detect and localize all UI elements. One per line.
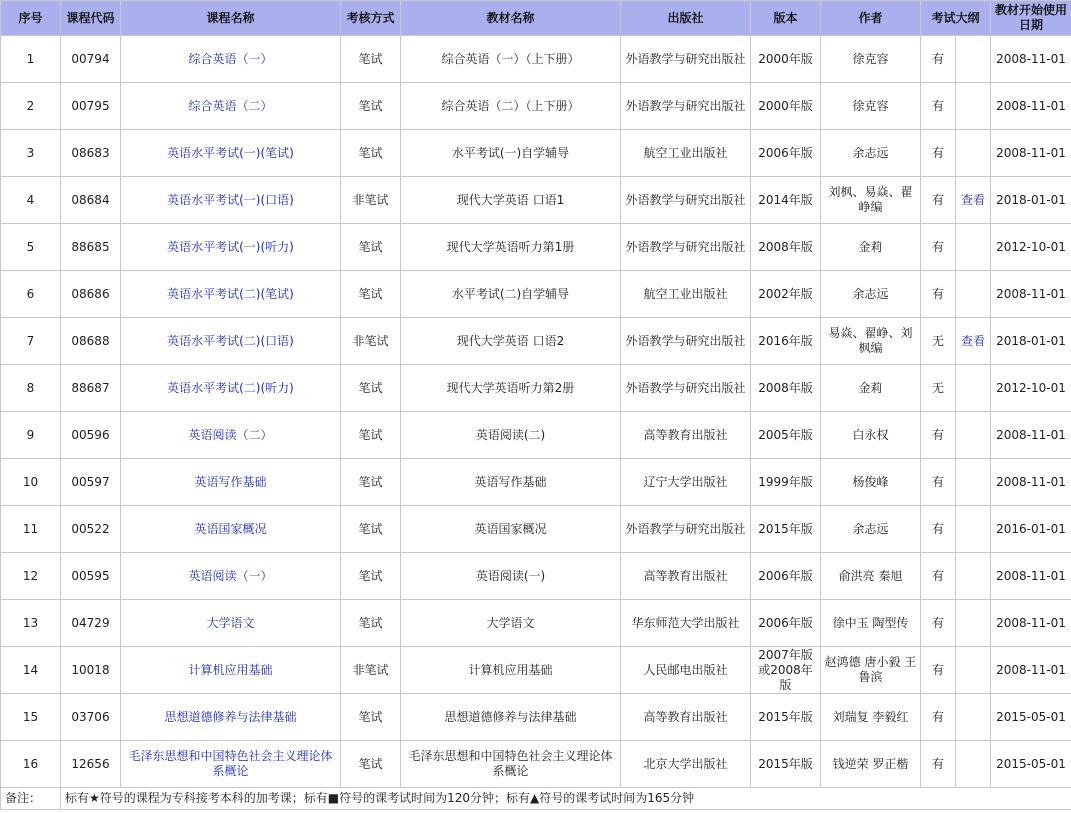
exam-type-cell: 非笔试 bbox=[341, 318, 401, 365]
header-author: 作者 bbox=[821, 1, 921, 36]
table-body bbox=[1, 36, 1071, 788]
course-name-link[interactable]: 综合英语（二） bbox=[188, 98, 273, 113]
row-number-cell: 9 bbox=[1, 412, 61, 459]
publisher-cell: 人民邮电出版社 bbox=[621, 647, 751, 694]
author-cell: 徐中玉 陶型传 bbox=[821, 600, 921, 647]
exam-type-cell: 笔试 bbox=[341, 365, 401, 412]
view-outline-link[interactable]: 查看 bbox=[961, 333, 986, 348]
publisher-cell: 外语教学与研究出版社 bbox=[621, 506, 751, 553]
start-date-cell: 2012-10-01 bbox=[991, 224, 1071, 271]
exam-type-cell: 笔试 bbox=[341, 224, 401, 271]
course-name-link-cell bbox=[121, 318, 341, 365]
textbook-name-cell: 英语写作基础 bbox=[401, 459, 621, 506]
view-outline-link-cell bbox=[956, 741, 991, 788]
outline-status-cell: 有 bbox=[921, 36, 956, 83]
publisher-cell: 高等教育出版社 bbox=[621, 553, 751, 600]
row-number-cell: 8 bbox=[1, 365, 61, 412]
exam-type-cell: 笔试 bbox=[341, 459, 401, 506]
course-name-link[interactable]: 毛泽东思想和中国特色社会主义理论体系概论 bbox=[128, 749, 333, 778]
course-code-cell: 88687 bbox=[61, 365, 121, 412]
header-outline: 考试大纲 bbox=[921, 1, 991, 36]
publisher-cell: 航空工业出版社 bbox=[621, 130, 751, 177]
start-date-cell: 2008-11-01 bbox=[991, 459, 1071, 506]
table-row bbox=[1, 694, 1071, 741]
view-outline-link-cell bbox=[956, 553, 991, 600]
edition-cell: 2000年版 bbox=[751, 83, 821, 130]
table-row bbox=[1, 459, 1071, 506]
exam-type-cell: 笔试 bbox=[341, 83, 401, 130]
author-cell: 白永权 bbox=[821, 412, 921, 459]
remark-label: 备注： bbox=[1, 788, 61, 810]
view-outline-link-cell bbox=[956, 412, 991, 459]
course-code-cell: 08683 bbox=[61, 130, 121, 177]
course-name-link-cell bbox=[121, 83, 341, 130]
course-code-cell: 00794 bbox=[61, 36, 121, 83]
author-cell: 徐克容 bbox=[821, 83, 921, 130]
course-name-link[interactable]: 英语水平考试(一)(口语) bbox=[167, 192, 294, 207]
start-date-cell: 2018-01-01 bbox=[991, 177, 1071, 224]
publisher-cell: 外语教学与研究出版社 bbox=[621, 177, 751, 224]
textbook-name-cell: 思想道德修养与法律基础 bbox=[401, 694, 621, 741]
row-number-cell: 12 bbox=[1, 553, 61, 600]
outline-status-cell: 有 bbox=[921, 130, 956, 177]
header-start-date: 教材开始使用日期 bbox=[991, 1, 1071, 36]
course-name-link[interactable]: 英语水平考试(二)(笔试) bbox=[167, 286, 294, 301]
author-cell: 徐克容 bbox=[821, 36, 921, 83]
table-row bbox=[1, 365, 1071, 412]
textbook-name-cell: 现代大学英语听力第2册 bbox=[401, 365, 621, 412]
edition-cell: 2015年版 bbox=[751, 741, 821, 788]
course-name-link[interactable]: 思想道德修养与法律基础 bbox=[164, 709, 297, 724]
course-code-cell: 00597 bbox=[61, 459, 121, 506]
row-number-cell: 7 bbox=[1, 318, 61, 365]
table-row bbox=[1, 271, 1071, 318]
course-name-link-cell bbox=[121, 694, 341, 741]
author-cell: 钱逆荣 罗正楷 bbox=[821, 741, 921, 788]
table-row bbox=[1, 412, 1071, 459]
publisher-cell: 高等教育出版社 bbox=[621, 412, 751, 459]
view-outline-link-cell bbox=[956, 365, 991, 412]
course-code-cell: 00795 bbox=[61, 83, 121, 130]
course-name-link-cell bbox=[121, 130, 341, 177]
publisher-cell: 北京大学出版社 bbox=[621, 741, 751, 788]
course-name-link[interactable]: 英语写作基础 bbox=[194, 474, 267, 489]
author-cell: 刘瑞复 李毅红 bbox=[821, 694, 921, 741]
course-name-link[interactable]: 英语水平考试(二)(口语) bbox=[167, 333, 294, 348]
outline-status-cell: 有 bbox=[921, 459, 956, 506]
textbook-name-cell: 水平考试(二)自学辅导 bbox=[401, 271, 621, 318]
edition-cell: 2006年版 bbox=[751, 553, 821, 600]
outline-status-cell: 有 bbox=[921, 647, 956, 694]
header-publisher: 出版社 bbox=[621, 1, 751, 36]
textbook-name-cell: 英语国家概况 bbox=[401, 506, 621, 553]
exam-type-cell: 笔试 bbox=[341, 412, 401, 459]
course-code-cell: 00522 bbox=[61, 506, 121, 553]
outline-status-cell: 有 bbox=[921, 271, 956, 318]
view-outline-link-cell bbox=[956, 318, 991, 365]
start-date-cell: 2008-11-01 bbox=[991, 36, 1071, 83]
textbook-name-cell: 综合英语（二）（上下册） bbox=[401, 83, 621, 130]
course-name-link-cell bbox=[121, 412, 341, 459]
course-name-link[interactable]: 英语水平考试(二)(听力) bbox=[167, 380, 294, 395]
author-cell: 易焱、翟峥、刘枫编 bbox=[821, 318, 921, 365]
view-outline-link-cell bbox=[956, 177, 991, 224]
row-number-cell: 15 bbox=[1, 694, 61, 741]
outline-status-cell: 有 bbox=[921, 506, 956, 553]
edition-cell: 2008年版 bbox=[751, 365, 821, 412]
view-outline-link-cell bbox=[956, 694, 991, 741]
course-name-link-cell bbox=[121, 459, 341, 506]
edition-cell: 2007年版或2008年版 bbox=[751, 647, 821, 694]
table-row bbox=[1, 36, 1071, 83]
start-date-cell: 2008-11-01 bbox=[991, 553, 1071, 600]
author-cell: 余志远 bbox=[821, 130, 921, 177]
edition-cell: 1999年版 bbox=[751, 459, 821, 506]
outline-status-cell: 无 bbox=[921, 365, 956, 412]
start-date-cell: 2016-01-01 bbox=[991, 506, 1071, 553]
exam-type-cell: 笔试 bbox=[341, 36, 401, 83]
course-name-link[interactable]: 英语阅读（二） bbox=[188, 427, 273, 442]
header-code: 课程代码 bbox=[61, 1, 121, 36]
row-number-cell: 2 bbox=[1, 83, 61, 130]
header-course-name: 课程名称 bbox=[121, 1, 341, 36]
course-name-link[interactable]: 计算机应用基础 bbox=[188, 662, 273, 677]
start-date-cell: 2008-11-01 bbox=[991, 600, 1071, 647]
publisher-cell: 外语教学与研究出版社 bbox=[621, 36, 751, 83]
course-code-cell: 10018 bbox=[61, 647, 121, 694]
exam-type-cell: 非笔试 bbox=[341, 177, 401, 224]
table-row bbox=[1, 224, 1071, 271]
exam-type-cell: 非笔试 bbox=[341, 647, 401, 694]
header-row bbox=[1, 1, 1071, 36]
table-row bbox=[1, 318, 1071, 365]
view-outline-link-cell bbox=[956, 506, 991, 553]
edition-cell: 2015年版 bbox=[751, 694, 821, 741]
course-code-cell: 12656 bbox=[61, 741, 121, 788]
course-name-link-cell bbox=[121, 177, 341, 224]
textbook-name-cell: 现代大学英语听力第1册 bbox=[401, 224, 621, 271]
author-cell: 俞洪亮 秦旭 bbox=[821, 553, 921, 600]
course-name-link[interactable]: 英语水平考试(一)(笔试) bbox=[167, 145, 294, 160]
start-date-cell: 2008-11-01 bbox=[991, 271, 1071, 318]
exam-type-cell: 笔试 bbox=[341, 506, 401, 553]
publisher-cell: 外语教学与研究出版社 bbox=[621, 365, 751, 412]
row-number-cell: 3 bbox=[1, 130, 61, 177]
header-no: 序号 bbox=[1, 1, 61, 36]
remark-text: 标有★符号的课程为专科接考本科的加考课；标有■符号的课考试时间为120分钟；标有▲符号的课考试时间为165分钟 bbox=[61, 788, 1071, 810]
course-name-link[interactable]: 英语阅读（一） bbox=[188, 568, 273, 583]
publisher-cell: 高等教育出版社 bbox=[621, 694, 751, 741]
table-row bbox=[1, 741, 1071, 788]
course-code-cell: 00595 bbox=[61, 553, 121, 600]
author-cell: 赵鸿德 唐小毅 王鲁滨 bbox=[821, 647, 921, 694]
course-name-link-cell bbox=[121, 600, 341, 647]
course-code-cell: 88685 bbox=[61, 224, 121, 271]
exam-type-cell: 笔试 bbox=[341, 271, 401, 318]
outline-status-cell: 有 bbox=[921, 177, 956, 224]
course-name-link[interactable]: 英语国家概况 bbox=[194, 521, 267, 536]
outline-status-cell: 有 bbox=[921, 741, 956, 788]
textbook-name-cell: 毛泽东思想和中国特色社会主义理论体系概论 bbox=[401, 741, 621, 788]
course-name-link-cell bbox=[121, 224, 341, 271]
course-name-link-cell bbox=[121, 365, 341, 412]
exam-type-cell: 笔试 bbox=[341, 741, 401, 788]
outline-status-cell: 有 bbox=[921, 412, 956, 459]
outline-status-cell: 有 bbox=[921, 600, 956, 647]
author-cell: 金莉 bbox=[821, 365, 921, 412]
course-code-cell: 03706 bbox=[61, 694, 121, 741]
edition-cell: 2008年版 bbox=[751, 224, 821, 271]
table-row bbox=[1, 83, 1071, 130]
textbook-name-cell: 英语阅读(一) bbox=[401, 553, 621, 600]
textbook-name-cell: 水平考试(一)自学辅导 bbox=[401, 130, 621, 177]
row-number-cell: 6 bbox=[1, 271, 61, 318]
start-date-cell: 2015-05-01 bbox=[991, 694, 1071, 741]
edition-cell: 2005年版 bbox=[751, 412, 821, 459]
table-row bbox=[1, 506, 1071, 553]
start-date-cell: 2008-11-01 bbox=[991, 130, 1071, 177]
start-date-cell: 2008-11-01 bbox=[991, 412, 1071, 459]
course-name-link[interactable]: 英语水平考试(一)(听力) bbox=[167, 239, 294, 254]
course-name-link-cell bbox=[121, 271, 341, 318]
textbook-name-cell: 英语阅读(二) bbox=[401, 412, 621, 459]
author-cell: 金莉 bbox=[821, 224, 921, 271]
row-number-cell: 11 bbox=[1, 506, 61, 553]
course-code-cell: 04729 bbox=[61, 600, 121, 647]
publisher-cell: 辽宁大学出版社 bbox=[621, 459, 751, 506]
author-cell: 余志远 bbox=[821, 506, 921, 553]
view-outline-link-cell bbox=[956, 36, 991, 83]
publisher-cell: 华东师范大学出版社 bbox=[621, 600, 751, 647]
author-cell: 余志远 bbox=[821, 271, 921, 318]
course-name-link-cell bbox=[121, 36, 341, 83]
course-name-link[interactable]: 综合英语（一） bbox=[188, 51, 273, 66]
start-date-cell: 2018-01-01 bbox=[991, 318, 1071, 365]
outline-status-cell: 有 bbox=[921, 694, 956, 741]
edition-cell: 2014年版 bbox=[751, 177, 821, 224]
view-outline-link-cell bbox=[956, 271, 991, 318]
view-outline-link-cell bbox=[956, 600, 991, 647]
publisher-cell: 外语教学与研究出版社 bbox=[621, 224, 751, 271]
edition-cell: 2002年版 bbox=[751, 271, 821, 318]
outline-status-cell: 有 bbox=[921, 83, 956, 130]
view-outline-link-cell bbox=[956, 647, 991, 694]
view-outline-link[interactable]: 查看 bbox=[961, 192, 986, 207]
start-date-cell: 2012-10-01 bbox=[991, 365, 1071, 412]
table-row bbox=[1, 600, 1071, 647]
publisher-cell: 航空工业出版社 bbox=[621, 271, 751, 318]
exam-type-cell: 笔试 bbox=[341, 130, 401, 177]
exam-type-cell: 笔试 bbox=[341, 694, 401, 741]
row-number-cell: 5 bbox=[1, 224, 61, 271]
row-number-cell: 1 bbox=[1, 36, 61, 83]
view-outline-link-cell bbox=[956, 83, 991, 130]
remark-row bbox=[1, 788, 1071, 810]
table-row bbox=[1, 553, 1071, 600]
course-code-cell: 08686 bbox=[61, 271, 121, 318]
table-row bbox=[1, 177, 1071, 224]
exam-type-cell: 笔试 bbox=[341, 553, 401, 600]
textbook-name-cell: 计算机应用基础 bbox=[401, 647, 621, 694]
course-name-link-cell bbox=[121, 553, 341, 600]
row-number-cell: 4 bbox=[1, 177, 61, 224]
start-date-cell: 2015-05-01 bbox=[991, 741, 1071, 788]
author-cell: 杨俊峰 bbox=[821, 459, 921, 506]
textbook-name-cell: 大学语文 bbox=[401, 600, 621, 647]
row-number-cell: 10 bbox=[1, 459, 61, 506]
course-name-link-cell bbox=[121, 506, 341, 553]
view-outline-link-cell bbox=[956, 459, 991, 506]
textbook-name-cell: 现代大学英语 口语1 bbox=[401, 177, 621, 224]
exam-type-cell: 笔试 bbox=[341, 600, 401, 647]
start-date-cell: 2008-11-01 bbox=[991, 83, 1071, 130]
header-edition: 版本 bbox=[751, 1, 821, 36]
course-code-cell: 08688 bbox=[61, 318, 121, 365]
textbook-name-cell: 现代大学英语 口语2 bbox=[401, 318, 621, 365]
edition-cell: 2015年版 bbox=[751, 506, 821, 553]
header-textbook: 教材名称 bbox=[401, 1, 621, 36]
publisher-cell: 外语教学与研究出版社 bbox=[621, 318, 751, 365]
view-outline-link-cell bbox=[956, 130, 991, 177]
table-row bbox=[1, 647, 1071, 694]
start-date-cell: 2008-11-01 bbox=[991, 647, 1071, 694]
course-name-link-cell bbox=[121, 647, 341, 694]
course-name-link-cell bbox=[121, 741, 341, 788]
course-code-cell: 00596 bbox=[61, 412, 121, 459]
outline-status-cell: 无 bbox=[921, 318, 956, 365]
edition-cell: 2016年版 bbox=[751, 318, 821, 365]
edition-cell: 2000年版 bbox=[751, 36, 821, 83]
row-number-cell: 13 bbox=[1, 600, 61, 647]
outline-status-cell: 有 bbox=[921, 553, 956, 600]
row-number-cell: 14 bbox=[1, 647, 61, 694]
row-number-cell: 16 bbox=[1, 741, 61, 788]
course-name-link[interactable]: 大学语文 bbox=[206, 615, 255, 630]
edition-cell: 2006年版 bbox=[751, 600, 821, 647]
publisher-cell: 外语教学与研究出版社 bbox=[621, 83, 751, 130]
view-outline-link-cell bbox=[956, 224, 991, 271]
course-code-cell: 08684 bbox=[61, 177, 121, 224]
outline-status-cell: 有 bbox=[921, 224, 956, 271]
table-row bbox=[1, 130, 1071, 177]
header-exam-type: 考核方式 bbox=[341, 1, 401, 36]
textbook-name-cell: 综合英语（一）（上下册） bbox=[401, 36, 621, 83]
edition-cell: 2006年版 bbox=[751, 130, 821, 177]
author-cell: 刘枫、易焱、翟峥编 bbox=[821, 177, 921, 224]
